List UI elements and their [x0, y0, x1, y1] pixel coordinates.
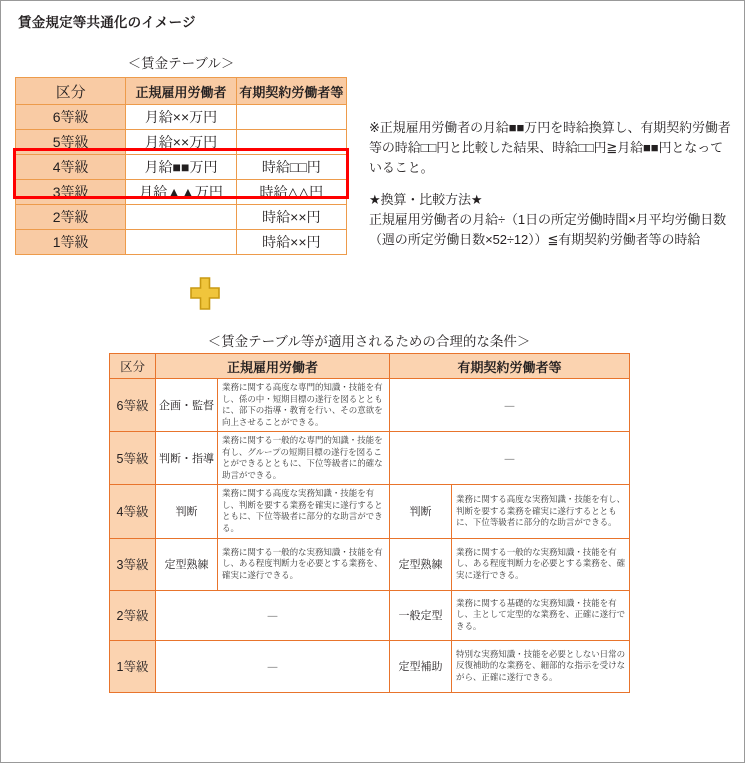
wage-fixed-value: 時給××円 [236, 205, 346, 230]
table-row [16, 155, 347, 180]
condition-table-caption: ＜賃金テーブル等が適用されるための合理的な条件＞ [207, 334, 531, 349]
page-title: 賃金規定等共通化のイメージ [18, 15, 196, 30]
wage-grade: 3等級 [16, 180, 126, 205]
wage-table-header-row [16, 78, 347, 105]
wage-table-caption: ＜賃金テーブル＞ [127, 56, 235, 71]
cond-regular-rank: 企画・監督 [156, 379, 218, 432]
cond-regular-desc: 業務に関する高度な専門的知識・技能を有し、係の中・短期目標の遂行を図るとともに、部下の指導・教育を行い、その意欲を向上させることができる。 [218, 379, 390, 432]
cond-fixed-rank: 判断 [390, 485, 452, 538]
wage-regular-value: 月給××万円 [126, 105, 236, 130]
note-heading-2: ★換算・比較方法★ [369, 192, 483, 208]
cond-fixed-desc: 特別な実務知識・技能を必要としない日常の反復補助的な業務を、細部的な指示を受けながら、正確に遂行できる。 [452, 640, 630, 692]
table-row [110, 590, 630, 640]
cond-fixed-desc: 業務に関する基礎的な実務知識・技能を有し、主として定型的な業務を、正確に遂行できる。 [452, 590, 630, 640]
cond-fixed-rank: 定型補助 [390, 640, 452, 692]
wage-header-regular: 正規雇用労働者 [126, 78, 236, 105]
wage-regular-value: 月給▲▲万円 [126, 180, 236, 205]
cond-grade: 4等級 [110, 485, 156, 538]
cond-regular-desc: 業務に関する高度な実務知識・技能を有し、判断を要する業務を確実に遂行するとともに、下位等級者に部分的な助言ができる。 [218, 485, 390, 538]
cond-fixed-desc: 業務に関する高度な実務知識・技能を有し、判断を要する業務を確実に遂行するとともに、下位等級者に部分的な助言ができる。 [452, 485, 630, 538]
cond-grade: 1等級 [110, 640, 156, 692]
wage-fixed-value: 時給△△円 [236, 180, 346, 205]
note-line-2: 正規雇用労働者の月給÷（1日の所定労働時間×月平均労働日数（週の所定労働日数×52÷12））≦有期契約労働者等の時給 [369, 212, 727, 247]
table-row [16, 180, 347, 205]
cond-regular-desc: 業務に関する一般的な専門的知識・技能を有し、グループの短期目標の遂行を図ることができるとともに、下位等級者に的確な助言ができる。 [218, 432, 390, 485]
wage-regular-value: 月給××万円 [126, 130, 236, 155]
table-row [110, 538, 630, 590]
table-row [110, 379, 630, 432]
cond-regular-rank: 判断 [156, 485, 218, 538]
wage-table [15, 77, 347, 255]
table-row [110, 432, 630, 485]
condition-table [109, 353, 630, 693]
cond-header-kubun: 区分 [110, 354, 156, 379]
cond-fixed-desc: － [390, 432, 630, 485]
cond-grade: 3等級 [110, 538, 156, 590]
plus-icon [190, 277, 220, 311]
condition-table-header-row [110, 354, 630, 379]
cond-fixed-desc: 業務に関する一般的な実務知識・技能を有し、ある程度判断力を必要とする業務を、確実に遂行できる。 [452, 538, 630, 590]
cond-fixed-desc: － [390, 379, 630, 432]
cond-regular-rank: 判断・指導 [156, 432, 218, 485]
note-line-1: ※正規雇用労働者の月給■■万円を時給換算し、有期契約労働者等の時給□□円と比較した結果、時給□□円≧月給■■円となっていること。 [369, 120, 731, 175]
wage-header-fixed: 有期契約労働者等 [236, 78, 346, 105]
cond-regular-rank: 定型熟練 [156, 538, 218, 590]
wage-grade: 1等級 [16, 230, 126, 255]
cond-fixed-rank: 一般定型 [390, 590, 452, 640]
table-row [16, 105, 347, 130]
cond-grade: 2等級 [110, 590, 156, 640]
wage-fixed-value [236, 105, 346, 130]
wage-regular-value [126, 230, 236, 255]
cond-regular-desc: － [156, 640, 390, 692]
cond-fixed-rank: 定型熟練 [390, 538, 452, 590]
note-spacer [369, 177, 733, 190]
cond-header-regular: 正規雇用労働者 [156, 354, 390, 379]
wage-grade: 6等級 [16, 105, 126, 130]
cond-grade: 5等級 [110, 432, 156, 485]
wage-grade: 2等級 [16, 205, 126, 230]
table-row [110, 485, 630, 538]
wage-fixed-value: 時給□□円 [236, 155, 346, 180]
cond-regular-desc: 業務に関する一般的な実務知識・技能を有し、ある程度判断力を必要とする業務を、確実に遂行できる。 [218, 538, 390, 590]
table-row [110, 640, 630, 692]
note-block [369, 118, 733, 250]
wage-grade: 5等級 [16, 130, 126, 155]
wage-header-kubun: 区分 [16, 78, 126, 105]
cond-grade: 6等級 [110, 379, 156, 432]
wage-fixed-value [236, 130, 346, 155]
wage-regular-value: 月給■■万円 [126, 155, 236, 180]
wage-regular-value [126, 205, 236, 230]
table-row [16, 130, 347, 155]
cond-regular-desc: － [156, 590, 390, 640]
wage-grade: 4等級 [16, 155, 126, 180]
wage-fixed-value: 時給××円 [236, 230, 346, 255]
table-row [16, 230, 347, 255]
table-row [16, 205, 347, 230]
cond-header-fixed: 有期契約労働者等 [390, 354, 630, 379]
